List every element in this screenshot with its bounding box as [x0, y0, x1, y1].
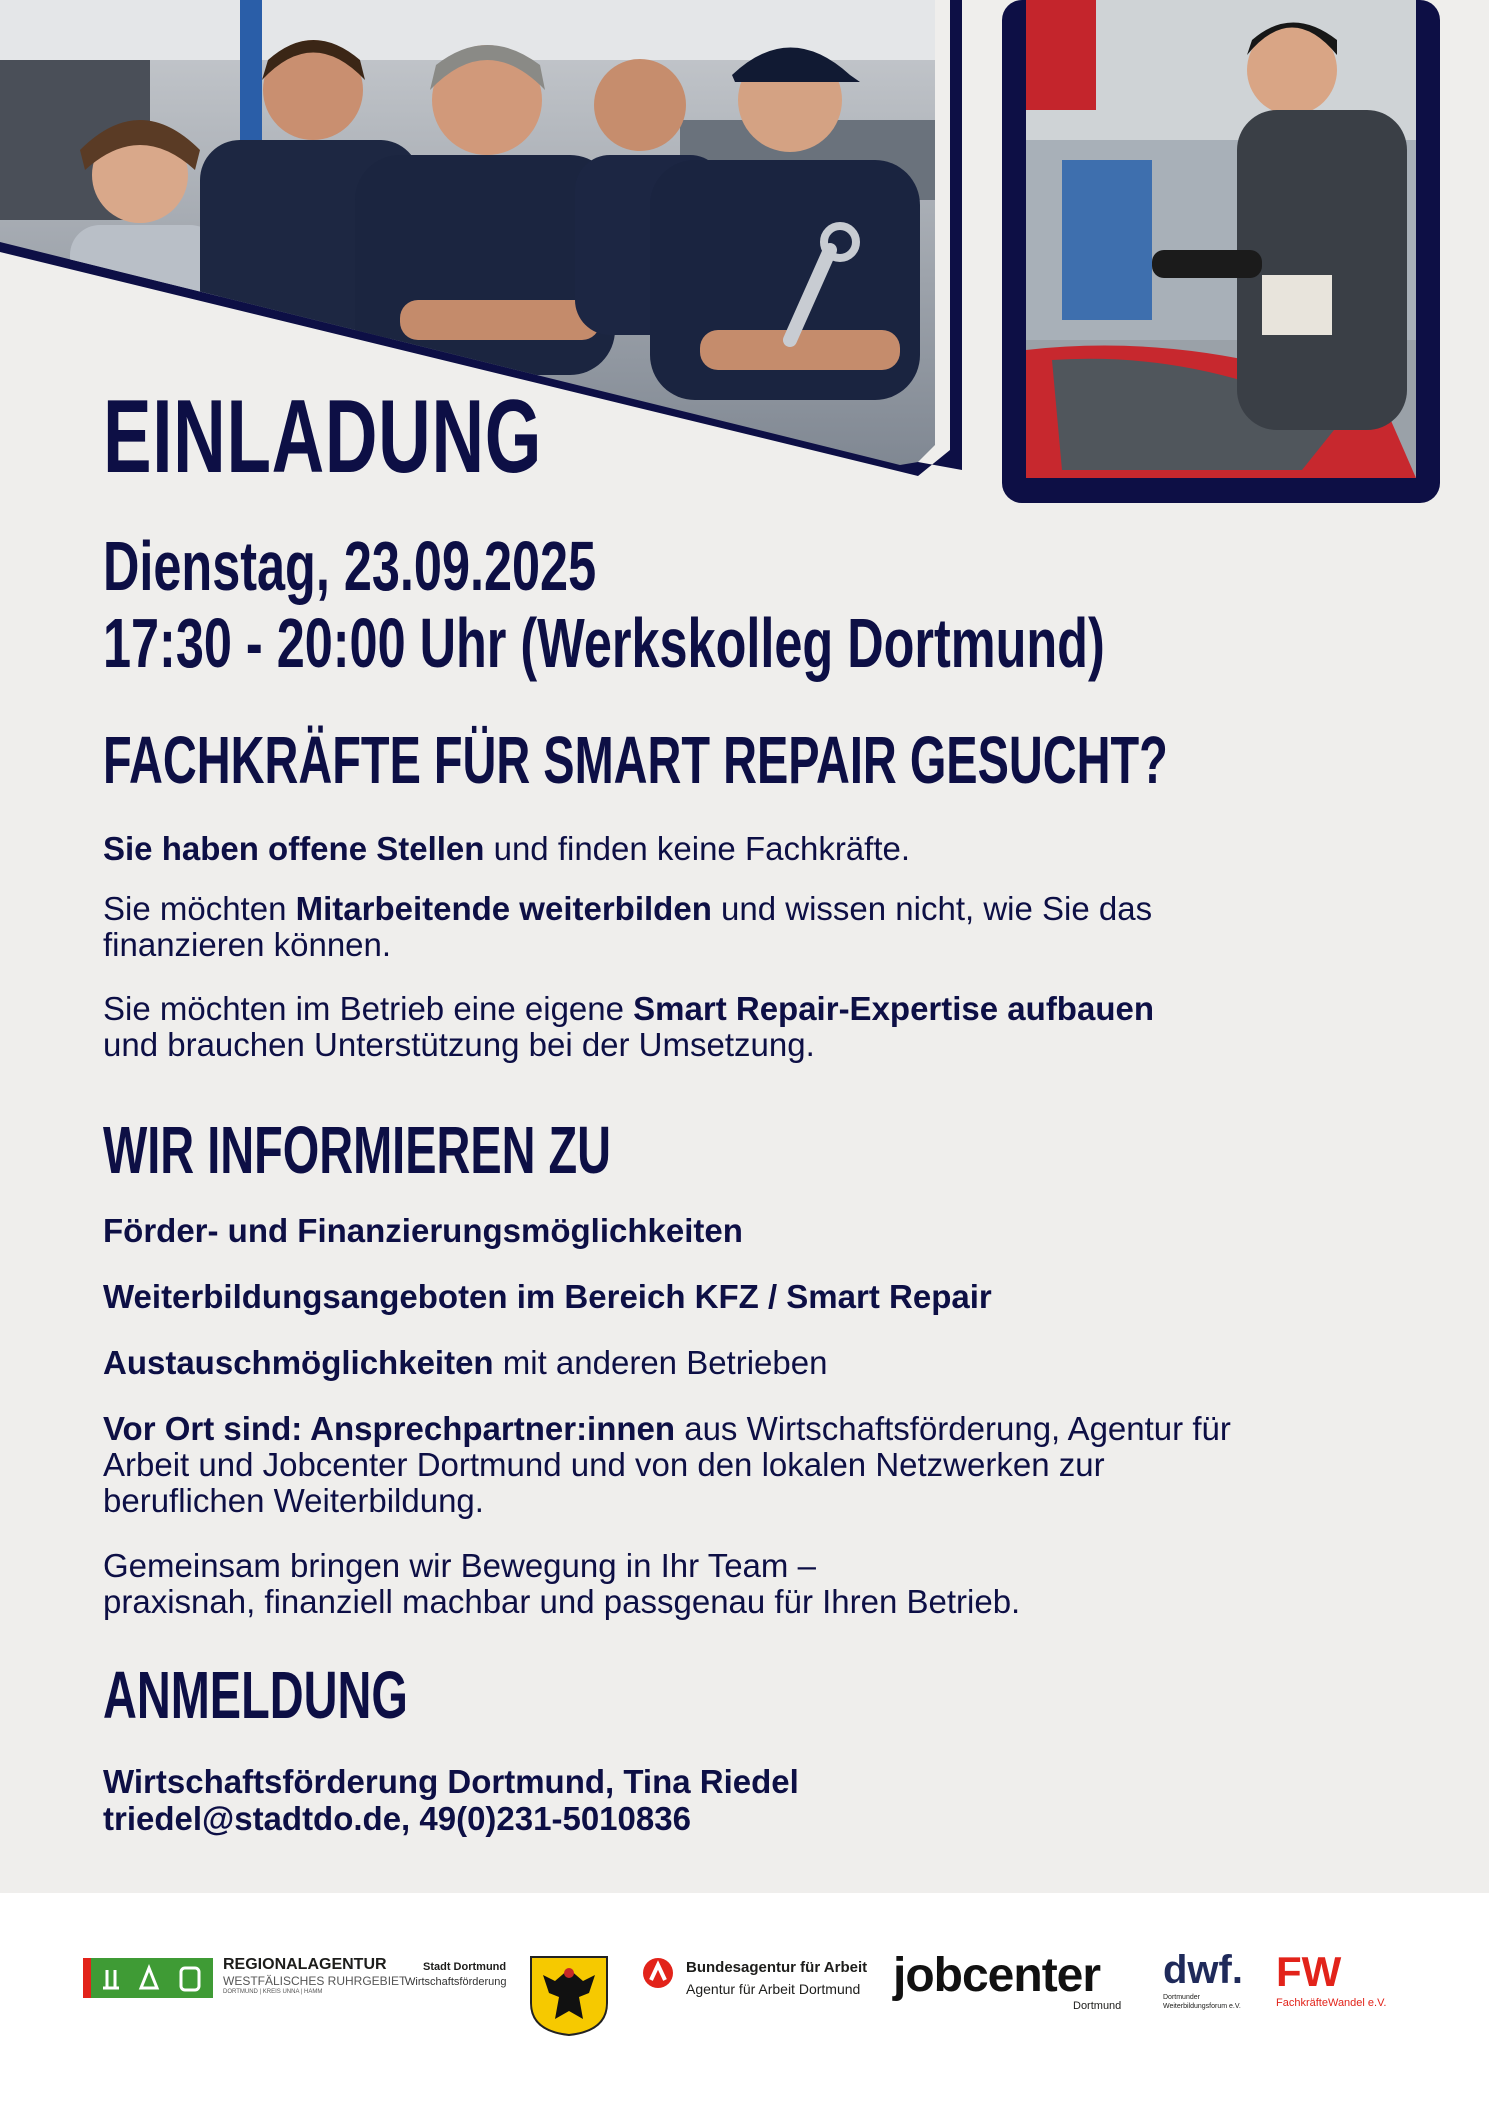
page-title: EINLADUNG: [103, 379, 543, 495]
fachkraeftewandel-logo: FW FachkräfteWandel e.V.: [1276, 1948, 1387, 2009]
section-heading-question: FACHKRÄFTE FÜR SMART REPAIR GESUCHT?: [103, 723, 1168, 798]
event-date: Dienstag, 23.09.2025: [103, 527, 597, 605]
contact-email-phone[interactable]: triedel@stadtdo.de, 49(0)231-5010836: [103, 1800, 691, 1837]
bundesagentur-logo: Bundesagentur für Arbeit Agentur für Arbeit Dortmund: [642, 1957, 882, 2007]
dwf-logo: dwf. Dortmunder Weiterbildungsforum e.V.: [1163, 1948, 1243, 2010]
info-item: Vor Ort sind: Ansprechpartner:innen aus Wirtschaftsförderung, Agentur für Arbeit und Jobcenter Dortmund und von den lokalen Netzwerken zur beruflichen Weiterbildung.: [103, 1410, 1231, 1519]
closing-text: Gemeinsam bringen wir Bewegung in Ihr Team – praxisnah, finanziell machbar und passgenau für Ihren Betrieb.: [103, 1547, 1021, 1620]
regionalagentur-logo: REGIONALAGENTUR WESTFÄLISCHES RUHRGEBIET DORTMUND | KREIS UNNA | HAMM: [83, 1956, 393, 2001]
info-item: Förder- und Finanzierungsmöglichkeiten: [103, 1212, 743, 1249]
mechanic-photo: [1002, 0, 1440, 503]
regionalagentur-icon: [83, 1958, 213, 1998]
ba-icon: [642, 1957, 674, 1989]
intro-line-2: Sie möchten Mitarbeitende weiterbilden und wissen nicht, wie Sie das finanzieren können.: [103, 890, 1153, 963]
section-heading-registration: ANMELDUNG: [103, 1658, 408, 1733]
jobcenter-logo: jobcenter Dortmund: [893, 1949, 1122, 2012]
intro-line-3: Sie möchten im Betrieb eine eigene Smart Repair-Expertise aufbauen und brauchen Unterstützung bei der Umsetzung.: [103, 990, 1154, 1063]
info-item: Austauschmöglichkeiten mit anderen Betrieben: [103, 1344, 828, 1381]
logo-footer: [0, 1893, 1489, 2106]
intro-line-1: Sie haben offene Stellen und finden keine Fachkräfte.: [103, 830, 911, 867]
registration-contact: Wirtschaftsförderung Dortmund, Tina Riedel triedel@stadtdo.de, 49(0)231-5010836: [103, 1763, 799, 1837]
stadt-dortmund-logo: Stadt Dortmund Wirtschaftsförderung: [405, 1953, 610, 2038]
info-item: Weiterbildungsangeboten im Bereich KFZ / Smart Repair: [103, 1278, 992, 1315]
section-heading-info: WIR INFORMIEREN ZU: [103, 1113, 612, 1188]
coat-of-arms-icon: [527, 1953, 611, 2037]
event-time: 17:30 - 20:00 Uhr (Werkskolleg Dortmund): [103, 604, 1105, 682]
